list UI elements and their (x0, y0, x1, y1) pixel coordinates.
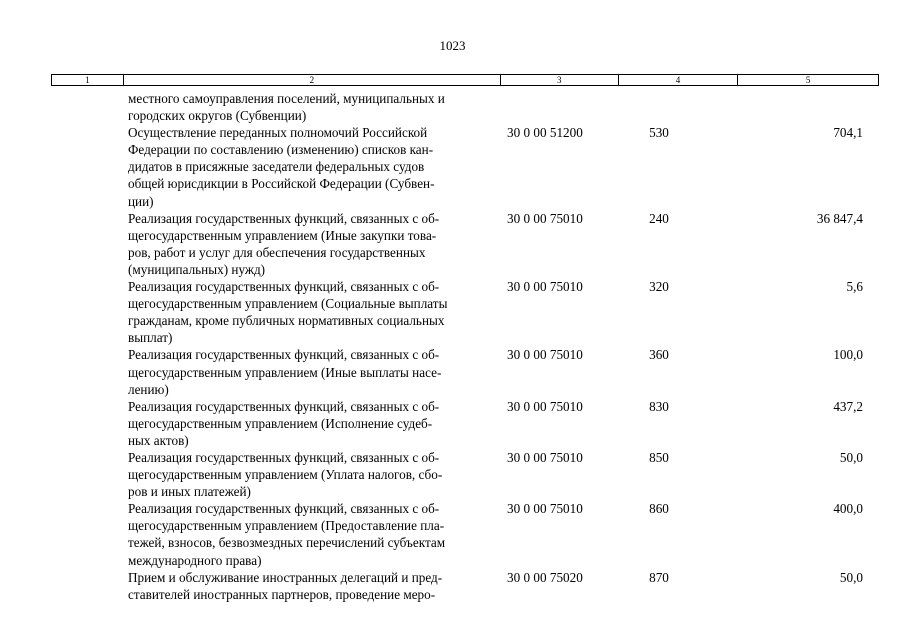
cell-empty (51, 278, 128, 346)
cell-amount: 400,0 (833, 501, 863, 517)
cell-target-code: 30 0 00 75010 (507, 501, 583, 517)
column-header-3: 3 (501, 75, 619, 85)
cell-description (128, 449, 503, 500)
description-line: Реализация государственных функций, связанных с об- (128, 501, 440, 517)
cell-amount: 704,1 (833, 125, 863, 141)
page-number: 1023 (439, 38, 466, 53)
description-line: местного самоуправления поселений, муниципальных и (128, 91, 445, 106)
cell-expense-type (619, 90, 699, 124)
cell-expense-type: 830 (649, 398, 669, 414)
description-line: Реализация государственных функций, связанных с об- (128, 398, 440, 414)
description-line: общей юрисдикции в Российской Федерации (Субвен- (128, 176, 435, 192)
table-row (51, 210, 879, 278)
cell-description (128, 210, 503, 278)
description-line: щегосударственным управлением (Предоставление пла- (128, 518, 445, 534)
cell-target-code: 30 0 00 75020 (507, 569, 583, 585)
cell-description (128, 346, 503, 397)
cell-description (128, 500, 503, 568)
cell-empty (51, 449, 128, 500)
cell-empty (51, 500, 128, 568)
table-row (51, 569, 879, 603)
cell-target-code: 30 0 00 75010 (507, 279, 583, 295)
column-header-4: 4 (619, 75, 739, 85)
description-line: Реализация государственных функций, связанных с об- (128, 347, 440, 363)
column-header-2: 2 (124, 75, 501, 85)
description-line: Реализация государственных функций, связанных с об- (128, 279, 440, 295)
cell-expense-type: 870 (649, 569, 669, 585)
cell-target-code: 30 0 00 51200 (507, 125, 583, 141)
cell-expense-type: 240 (649, 210, 669, 226)
cell-empty (51, 124, 128, 209)
description-line: щегосударственным управлением (Уплата налогов, сбо- (128, 467, 443, 483)
description-line: гражданам, кроме публичных нормативных социальных (128, 313, 445, 329)
description-line: лению) (128, 381, 169, 397)
table-row (51, 124, 879, 209)
cell-amount: 437,2 (833, 398, 863, 414)
cell-amount: 100,0 (833, 347, 863, 363)
cell-description (128, 278, 503, 346)
cell-empty (51, 90, 128, 124)
cell-empty (51, 210, 128, 278)
cell-expense-type: 860 (649, 501, 669, 517)
cell-description (128, 124, 503, 209)
description-line: городских округов (Субвенции) (128, 108, 307, 124)
table-row (51, 90, 879, 124)
description-line: ров, работ и услуг для обеспечения государственных (128, 244, 426, 260)
cell-target-code: 30 0 00 75010 (507, 398, 583, 414)
cell-target-code: 30 0 00 75010 (507, 347, 583, 363)
description-line: щегосударственным управлением (Иные закупки това- (128, 227, 437, 243)
table-body (51, 90, 879, 603)
cell-empty (51, 398, 128, 449)
cell-expense-type: 850 (649, 449, 669, 465)
cell-empty (51, 346, 128, 397)
cell-amount (699, 90, 869, 124)
column-header-5: 5 (805, 75, 811, 85)
description-line: щегосударственным управлением (Исполнение судеб- (128, 415, 433, 431)
cell-expense-type: 320 (649, 279, 669, 295)
description-line: международного права) (128, 552, 262, 568)
description-line: ных актов) (128, 432, 189, 448)
description-line: тежей, взносов, безвозмездных перечислений субъектам (128, 535, 446, 551)
description-line: щегосударственным управлением (Иные выплаты насе- (128, 364, 442, 380)
description-line: ставителей иностранных партнеров, проведение меро- (128, 586, 436, 602)
cell-expense-type: 530 (649, 125, 669, 141)
cell-empty (51, 569, 128, 603)
description-line: Реализация государственных функций, связанных с об- (128, 210, 440, 226)
table-header-row (51, 74, 879, 86)
description-line: ров и иных платежей) (128, 484, 251, 500)
cell-amount: 50,0 (839, 449, 863, 465)
cell-description (128, 90, 503, 124)
cell-amount: 5,6 (846, 279, 863, 295)
cell-amount: 36 847,4 (816, 210, 863, 226)
description-line: Прием и обслуживание иностранных делегаций и пред- (128, 569, 443, 585)
table-row (51, 346, 879, 397)
description-line: щегосударственным управлением (Социальные выплаты (128, 296, 448, 312)
cell-expense-type: 360 (649, 347, 669, 363)
description-line: (муниципальных) нужд) (128, 261, 266, 277)
description-line: выплат) (128, 330, 173, 346)
table-row (51, 449, 879, 500)
description-line: дидатов в присяжные заседатели федеральных судов (128, 159, 425, 175)
cell-description (128, 398, 503, 449)
cell-target-code: 30 0 00 75010 (507, 210, 583, 226)
table-row (51, 500, 879, 568)
column-header-1: 1 (52, 75, 124, 85)
cell-target-code (503, 90, 619, 124)
table-row (51, 398, 879, 449)
description-line: Реализация государственных функций, связанных с об- (128, 449, 440, 465)
cell-description (128, 569, 503, 603)
cell-target-code: 30 0 00 75010 (507, 449, 583, 465)
description-line: Федерации по составлению (изменению) списков кан- (128, 142, 434, 158)
description-line: ции) (128, 193, 154, 209)
table-row (51, 278, 879, 346)
cell-amount: 50,0 (839, 569, 863, 585)
description-line: Осуществление переданных полномочий Российской (128, 125, 428, 141)
